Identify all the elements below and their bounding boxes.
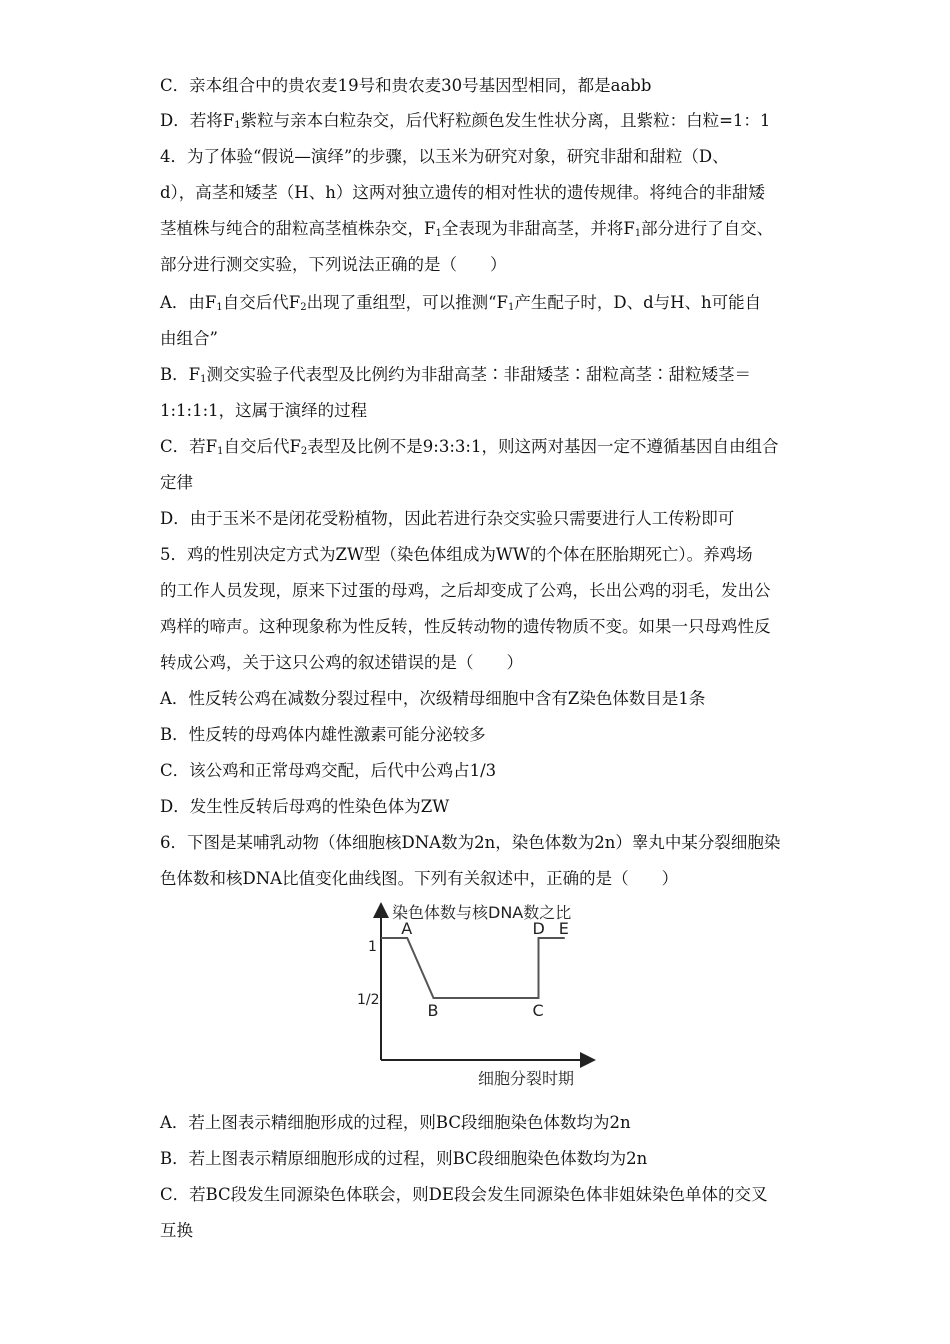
option-c-q4: C．若$F_1$自交后代$F_2$表型及比例不是9:3:3:1，则这两对基因一定不遵循基因自由组合 (160, 437, 779, 457)
option-a-q4: A．由$F_1$自交后代$F_2$出现了重组型，可以推测“$F_1$产生配子时，D、d与H、h可能自 (160, 293, 762, 313)
option-d-q4: D．由于玉米不是闭花受粉植物，因此若进行杂交实验只需要进行人工传粉即可 (160, 509, 735, 528)
option-a-q6: A．若上图表示精细胞形成的过程，则BC段细胞染色体数均为2n (160, 1113, 631, 1132)
x-axis-label: 细胞分裂时期 (478, 1069, 575, 1088)
question-4-stem: 4．为了体验“假说—演绎”的步骤，以玉米为研究对象，研究非甜和甜粒（D、 (160, 147, 729, 166)
option-b-q4: B．$F_1$测交实验子代表型及比例约为非甜高茎∶非甜矮茎∶甜粒高茎∶甜粒矮茎＝ (160, 365, 751, 385)
question-5-stem: 5．鸡的性别决定方式为ZW型（染色体组成为WW的个体在胚胎期死亡）。养鸡场 (160, 545, 753, 564)
question-5-stem: 的工作人员发现，原来下过蛋的母鸡，之后却变成了公鸡，长出公鸡的羽毛，发出公 (160, 581, 771, 600)
ratio-curve-line (381, 938, 565, 998)
option-b-q6: B．若上图表示精原细胞形成的过程，则BC段细胞染色体数均为2n (160, 1149, 648, 1168)
point-label-a: A (401, 919, 413, 938)
option-d-q5: D．发生性反转后母鸡的性染色体为ZW (160, 797, 450, 816)
question-6-stem: 色体数和核DNA比值变化曲线图。下列有关叙述中，正确的是（ ） (160, 869, 679, 888)
y-tick-half: 1/2 (357, 992, 380, 1008)
point-label-e: E (558, 919, 569, 938)
y-tick-1: 1 (368, 939, 377, 955)
option-b-q5: B．性反转的母鸡体内雄性激素可能分泌较多 (160, 725, 486, 744)
question-4-stem: 部分进行测交实验，下列说法正确的是（ ） (160, 255, 507, 274)
option-c-q4: 定律 (160, 473, 193, 492)
question-6-stem: 6．下图是某哺乳动物（体细胞核DNA数为2n，染色体数为2n）睾丸中某分裂细胞染 (160, 833, 781, 852)
point-label-d: D (532, 919, 545, 938)
question-5-stem: 鸡样的啼声。这种现象称为性反转，性反转动物的遗传物质不变。如果一只母鸡性反 (160, 617, 771, 636)
y-axis-label: 染色体数与核DNA数之比 (392, 903, 572, 922)
option-b-q4: 1:1:1:1，这属于演绎的过程 (160, 401, 368, 420)
option-c-q3: C．亲本组合中的贵农麦19号和贵农麦30号基因型相同，都是aabb (160, 76, 652, 95)
point-label-c: C (532, 1001, 544, 1020)
point-label-b: B (427, 1001, 439, 1020)
option-a-q5: A．性反转公鸡在减数分裂过程中，次级精母细胞中含有Z染色体数目是1条 (160, 689, 706, 708)
option-d-q3: D．若将$F_1$紫粒与亲本白粒杂交，后代籽粒颜色发生性状分离，且紫粒：白粒=1：1 (160, 111, 771, 131)
question-4-stem: 茎植株与纯合的甜粒高茎植株杂交，$F_1$全表现为非甜高茎，并将$F_1$部分进行了自交、 (160, 219, 774, 239)
option-a-q4: 由组合” (160, 329, 218, 348)
option-c-q5: C．该公鸡和正常母鸡交配，后代中公鸡占1/3 (160, 761, 497, 780)
ratio-curve-chart (350, 898, 610, 1098)
option-c-q6: 互换 (160, 1221, 193, 1240)
option-c-q6: C．若BC段发生同源染色体联会，则DE段会发生同源染色体非姐妹染色单体的交叉 (160, 1185, 768, 1204)
question-5-stem: 转成公鸡，关于这只公鸡的叙述错误的是（ ） (160, 653, 523, 672)
question-4-stem: d），高茎和矮茎（H、h）这两对独立遗传的相对性状的遗传规律。将纯合的非甜矮 (160, 183, 765, 202)
